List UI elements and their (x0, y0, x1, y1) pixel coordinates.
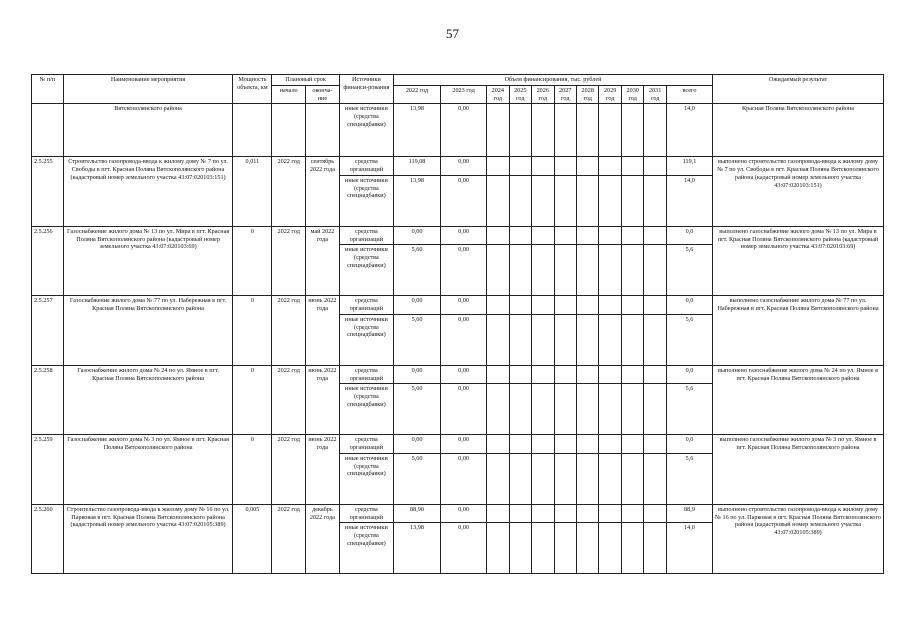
row-event-name: Газоснабжение жилого дома № 77 по ул. Набережная в пгт. Красная Поляна Вятскополянского района (63, 296, 233, 366)
row-orgs-2023: 0,00 (441, 365, 487, 384)
row-event-name: Газоснабжение жилого дома № 3 по ул. Ямное в пгт. Красная Поляна Вятскополянского района (63, 435, 233, 505)
row-orgs-total: 0,0 (666, 226, 712, 245)
row-orgs-total: 119,1 (666, 157, 712, 176)
row-expected-result: выполнено газоснабжение жилого дома № 24 по ул. Ямное в пгт. Красная Поляна Вятскополянского района (713, 365, 884, 435)
header-2029: 2029 год (599, 85, 621, 104)
header-2028: 2028 год (576, 85, 598, 104)
row-end: июнь 2022 года (306, 365, 340, 435)
row-start: 2022 год (272, 365, 306, 435)
header-2030: 2030 год (621, 85, 643, 104)
table-row (32, 157, 884, 176)
row-orgs-2022: 88,90 (394, 504, 441, 523)
row-other-2023: 0,00 (441, 523, 487, 574)
row-end: июнь 2022 года (306, 296, 340, 366)
row-other-total: 5,6 (666, 314, 712, 365)
row-other-total: 5,6 (666, 453, 712, 504)
header-2024: 2024 год (487, 85, 509, 104)
row-event-name: Строительство газопровода-ввода к жилому дому № 7 по ул. Свободы в пгт. Красная Поляна Вятскополянского района (кадастровый номер земельного участка 43:07:020103:151) (63, 157, 233, 227)
header-2027: 2027 год (554, 85, 576, 104)
header-capacity: Мощность объекта, км (233, 75, 272, 104)
table-row (32, 296, 884, 315)
row-orgs-2023: 0,00 (441, 296, 487, 315)
row-source-orgs: средства организаций (339, 504, 393, 523)
row-source-orgs: средства организаций (339, 226, 393, 245)
header-term-start: начало (272, 85, 306, 104)
row-capacity: 0,005 (233, 504, 272, 574)
row-other-2022: 5,60 (394, 453, 441, 504)
row-start: 2022 год (272, 504, 306, 574)
row-orgs-total: 0,0 (666, 435, 712, 454)
row-source-other: иные источники (средства спецнадбавки) (339, 314, 393, 365)
row-start: 2022 год (272, 226, 306, 296)
row-end: сентябрь 2022 года (306, 157, 340, 227)
row-capacity: 0 (233, 296, 272, 366)
header-name: Наименование мероприятия (63, 75, 233, 104)
row-expected-result: выполнено газоснабжение жилого дома № 77 по ул. Набережная в пгт. Красная Поляна Вятскополянского района (713, 296, 884, 366)
header-2023: 2023 год (441, 85, 487, 104)
row-orgs-total: 88,9 (666, 504, 712, 523)
row-end: июнь 2022 года (306, 435, 340, 505)
row-end: май 2022 года (306, 226, 340, 296)
row-other-total: 14,0 (666, 523, 712, 574)
continuation-2023: 0,00 (441, 104, 487, 157)
row-source-other: иные источники (средства спецнадбавки) (339, 453, 393, 504)
row-orgs-2022: 0,00 (394, 226, 441, 245)
row-other-total: 14,0 (666, 175, 712, 226)
row-source-orgs: средства организаций (339, 157, 393, 176)
header-2026: 2026 год (532, 85, 554, 104)
row-orgs-2023: 0,00 (441, 157, 487, 176)
row-expected-result: выполнено газоснабжение жилого дома № 13 по ул. Мира в пгт. Красная Поляна Вятскополянского района (кадастровый номер земельного участка 43:07:020103:69) (713, 226, 884, 296)
row-orgs-2023: 0,00 (441, 504, 487, 523)
header-sources: Источники финанси-рования (339, 75, 393, 104)
row-end: декабрь 2022 года (306, 504, 340, 574)
row-other-total: 5,6 (666, 384, 712, 435)
row-number: 2.5.256 (32, 226, 64, 296)
row-other-2022: 5,60 (394, 245, 441, 296)
table-row (32, 365, 884, 384)
row-other-2023: 0,00 (441, 314, 487, 365)
row-orgs-2022: 0,00 (394, 435, 441, 454)
table-body (32, 104, 884, 574)
row-capacity: 0 (233, 435, 272, 505)
financing-plan-table (31, 74, 884, 574)
continuation-source: иные источники (средства спецнадбавки) (339, 104, 393, 157)
row-orgs-2023: 0,00 (441, 435, 487, 454)
row-source-orgs: средства организаций (339, 365, 393, 384)
page-number: 57 (446, 26, 459, 41)
header-result: Ожидаемый результат (713, 75, 884, 104)
row-event-name: Строительство газопровода-ввода к жилому дому № 16 по ул. Парковая в пгт. Красная Поляна Вятскополянского района (кадастровый номер земельного участка 43:07:020105:389) (63, 504, 233, 574)
header-term: Плановый срок (272, 75, 339, 86)
row-other-2023: 0,00 (441, 453, 487, 504)
row-expected-result: выполнено строительство газопровода-ввода к жилому дому № 7 по ул. Свободы в пгт. Красная Поляна Вятскополянского района (кадастровый номер земельного участка 43:07:020103:151) (713, 157, 884, 227)
header-2022: 2022 год (394, 85, 441, 104)
row-event-name: Газоснабжение жилого дома № 13 по ул. Мира в пгт. Красная Поляна Вятскополянского района (кадастровый номер земельного участка 43:07:020103:69) (63, 226, 233, 296)
row-other-2023: 0,00 (441, 245, 487, 296)
row-event-name: Газоснабжение жилого дома № 24 по ул. Ямное в пгт. Красная Поляна Вятскополянского района (63, 365, 233, 435)
row-other-2023: 0,00 (441, 175, 487, 226)
header-2025: 2025 год (509, 85, 531, 104)
row-source-other: иные источники (средства спецнадбавки) (339, 245, 393, 296)
continuation-row (32, 104, 884, 157)
row-number: 2.5.260 (32, 504, 64, 574)
header-2031: 2031 год (644, 85, 666, 104)
row-orgs-total: 0,0 (666, 296, 712, 315)
row-source-other: иные источники (средства спецнадбавки) (339, 384, 393, 435)
row-other-2022: 13,98 (394, 175, 441, 226)
row-orgs-2023: 0,00 (441, 226, 487, 245)
row-other-total: 5,6 (666, 245, 712, 296)
table-row (32, 504, 884, 523)
header-total: всего (666, 85, 712, 104)
row-orgs-2022: 119,08 (394, 157, 441, 176)
row-source-orgs: средства организаций (339, 435, 393, 454)
row-other-2022: 13,98 (394, 523, 441, 574)
row-start: 2022 год (272, 157, 306, 227)
header-num: № п/п (32, 75, 64, 104)
continuation-result: Красная Поляна Вятскополянского района (713, 104, 884, 157)
row-number: 2.5.257 (32, 296, 64, 366)
row-source-other: иные источники (средства спецнадбавки) (339, 523, 393, 574)
row-other-2023: 0,00 (441, 384, 487, 435)
row-capacity: 0,011 (233, 157, 272, 227)
row-number: 2.5.255 (32, 157, 64, 227)
continuation-name: Вятскополянского района (63, 104, 233, 157)
row-source-other: иные источники (средства спецнадбавки) (339, 175, 393, 226)
row-orgs-2022: 0,00 (394, 365, 441, 384)
row-orgs-2022: 0,00 (394, 296, 441, 315)
table-row (32, 435, 884, 454)
row-other-2022: 5,60 (394, 314, 441, 365)
row-start: 2022 год (272, 296, 306, 366)
header-term-end: оконча-ние (306, 85, 340, 104)
row-start: 2022 год (272, 435, 306, 505)
row-number: 2.5.258 (32, 365, 64, 435)
row-source-orgs: средства организаций (339, 296, 393, 315)
continuation-total: 14,0 (666, 104, 712, 157)
table-header (32, 75, 884, 104)
header-volume: Объем финансирования, тыс. рублей (394, 75, 713, 86)
table-row (32, 226, 884, 245)
row-expected-result: выполнено строительство газопровода-ввода к жилому дому № 16 по ул. Парковая в пгт. Красная Поляна Вятскополянского района (кадастровый номер земельного участка 43:07:020105:389) (713, 504, 884, 574)
row-capacity: 0 (233, 226, 272, 296)
row-number: 2.5.259 (32, 435, 64, 505)
continuation-2022: 13,98 (394, 104, 441, 157)
row-expected-result: выполнено газоснабжение жилого дома № 3 по ул. Ямное в пгт. Красная Поляна Вятскополянского района (713, 435, 884, 505)
row-orgs-total: 0,0 (666, 365, 712, 384)
row-other-2022: 5,60 (394, 384, 441, 435)
row-capacity: 0 (233, 365, 272, 435)
